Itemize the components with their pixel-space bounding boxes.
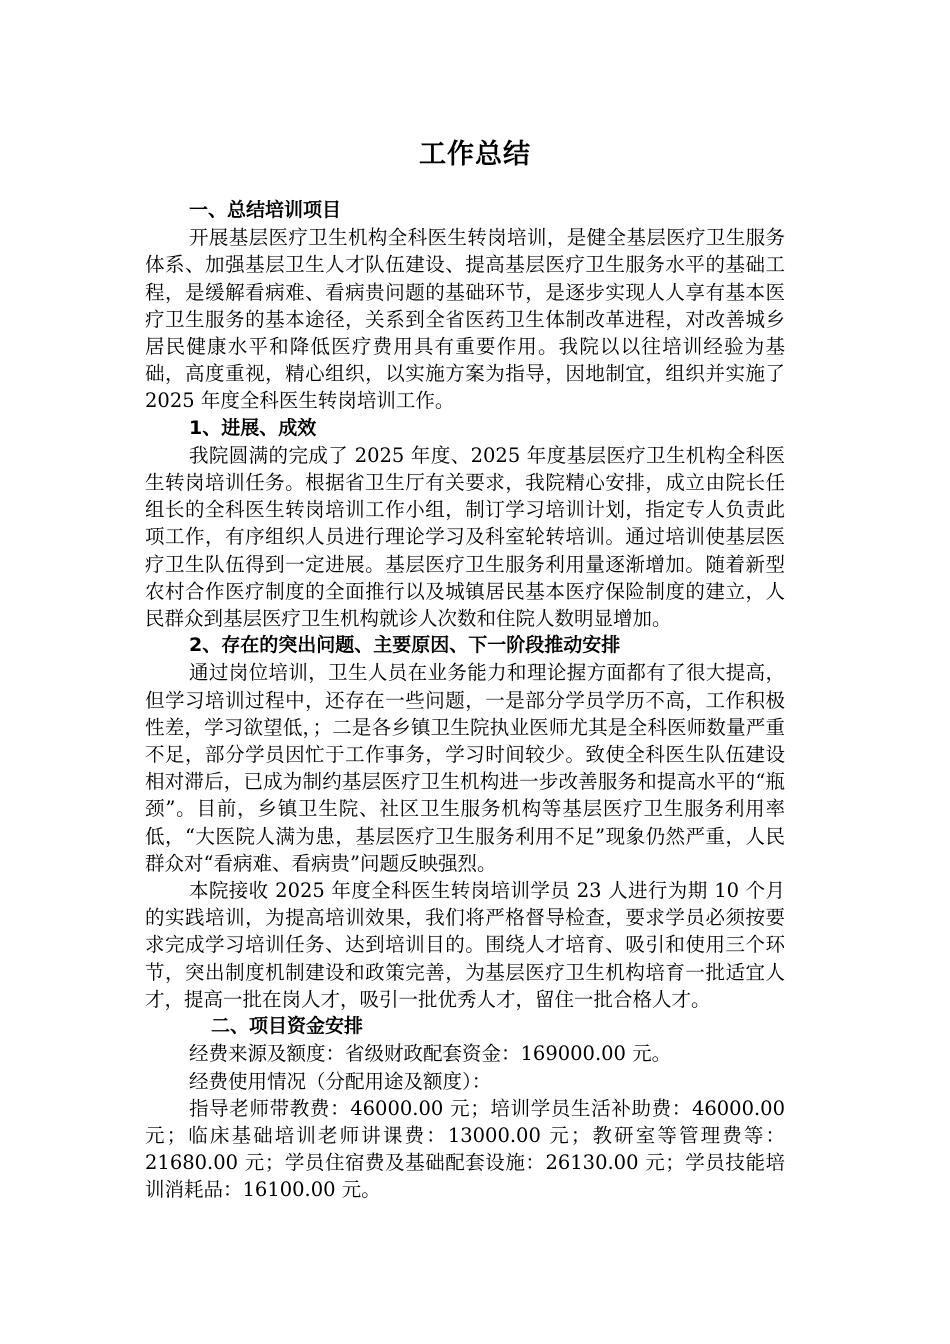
funding-source: 经费来源及额度：省级财政配套资金：169000.00 元。 — [189, 1042, 672, 1066]
page-title: 工作总结 — [419, 139, 531, 170]
subsection-2-text-2: 本院接收 2025 年度全科医生转岗培训学员 23 人进行为期 10 个月的实践培训，为提高培训效果，我们将严格督导检查，要求学员必须按要求完成学习培训任务、达到培训目的。围绕人才培育、吸引和使用三个环节，突出制度机制建设和政策完善，为基层医疗卫生机构培育一批适宜人才，提高一批在岗人才，吸引一批优秀人才，留住一批合格人才。 — [145, 879, 785, 1011]
subsection-1-text: 我院圆满的完成了 2025 年度、2025 年度基层医疗卫生机构全科医生转岗培训任务。根据省卫生厅有关要求，我院精心安排，成立由院长任组长的全科医生转岗培训工作小组，制订学习培训计划，指定专人负责此项工作，有序组织人员进行理论学习及科室轮转培训。通过培训使基层医疗卫生队伍得到一定进展。基层医疗卫生服务利用量逐渐增加。随着新型农村合作医疗制度的全面推行以及城镇居民基本医疗保险制度的建立，人民群众到基层医疗卫生机构就诊人次数和住院人数明显增加。 — [145, 443, 785, 631]
funding-usage-detail: 指导老师带教费：46000.00 元；培训学员生活补助费：46000.00 元；临床基础培训老师讲课费：13000.00 元；教研室等管理费等：21680.00 元；学员住宿费及基础配套设施：26130.00 元；学员技能培训消耗品：16100.00 元。 — [145, 1096, 785, 1202]
subsection-2-heading: 2、存在的突出问题、主要原因、下一阶段推动安排 — [189, 634, 621, 657]
document-body — [145, 197, 785, 1204]
section-1-intro: 开展基层医疗卫生机构全科医生转岗培训，是健全基层医疗卫生服务体系、加强基层卫生人才队伍建设、提高基层医疗卫生服务水平的基础工程，是缓解看病难、看病贵问题的基础环节，是逐步实现人人享有基本医疗卫生服务的基本途径，关系到全省医药卫生体制改革进程，对改善城乡居民健康水平和降低医疗费用具有重要作用。我院以以往培训经验为基础，高度重视，精心组织，以实施方案为指导，因地制宜，组织并实施了 2025 年度全科医生转岗培训工作。 — [145, 226, 785, 413]
section-1-heading: 一、总结培训项目 — [189, 199, 342, 221]
subsection-1-heading: 1、进展、成效 — [189, 416, 317, 439]
section-2-heading: 二、项目资金安排 — [211, 1015, 364, 1038]
funding-usage-label: 经费使用情况（分配用途及额度）： — [189, 1069, 492, 1093]
subsection-2-text-1: 通过岗位培训，卫生人员在业务能力和理论握方面都有了很大提高，但学习培训过程中，还存在一些问题，一是部分学员学历不高，工作积极性差，学习欲望低，；二是各乡镇卫生院执业医师尤其是全科医师数量严重不足，部分学员因忙于工作事务，学习时间较少。致使全科医生队伍建设相对滞后，已成为制约基层医疗卫生机构进一步改善服务和提高水平的“瓶颈”。目前，乡镇卫生院、社区卫生服务机构等基层医疗卫生服务利用率低，“大医院人满为患，基层医疗卫生服务利用不足”现象仍然严重，人民群众对“看病难、看病贵”问题反映强烈。 — [145, 661, 785, 875]
